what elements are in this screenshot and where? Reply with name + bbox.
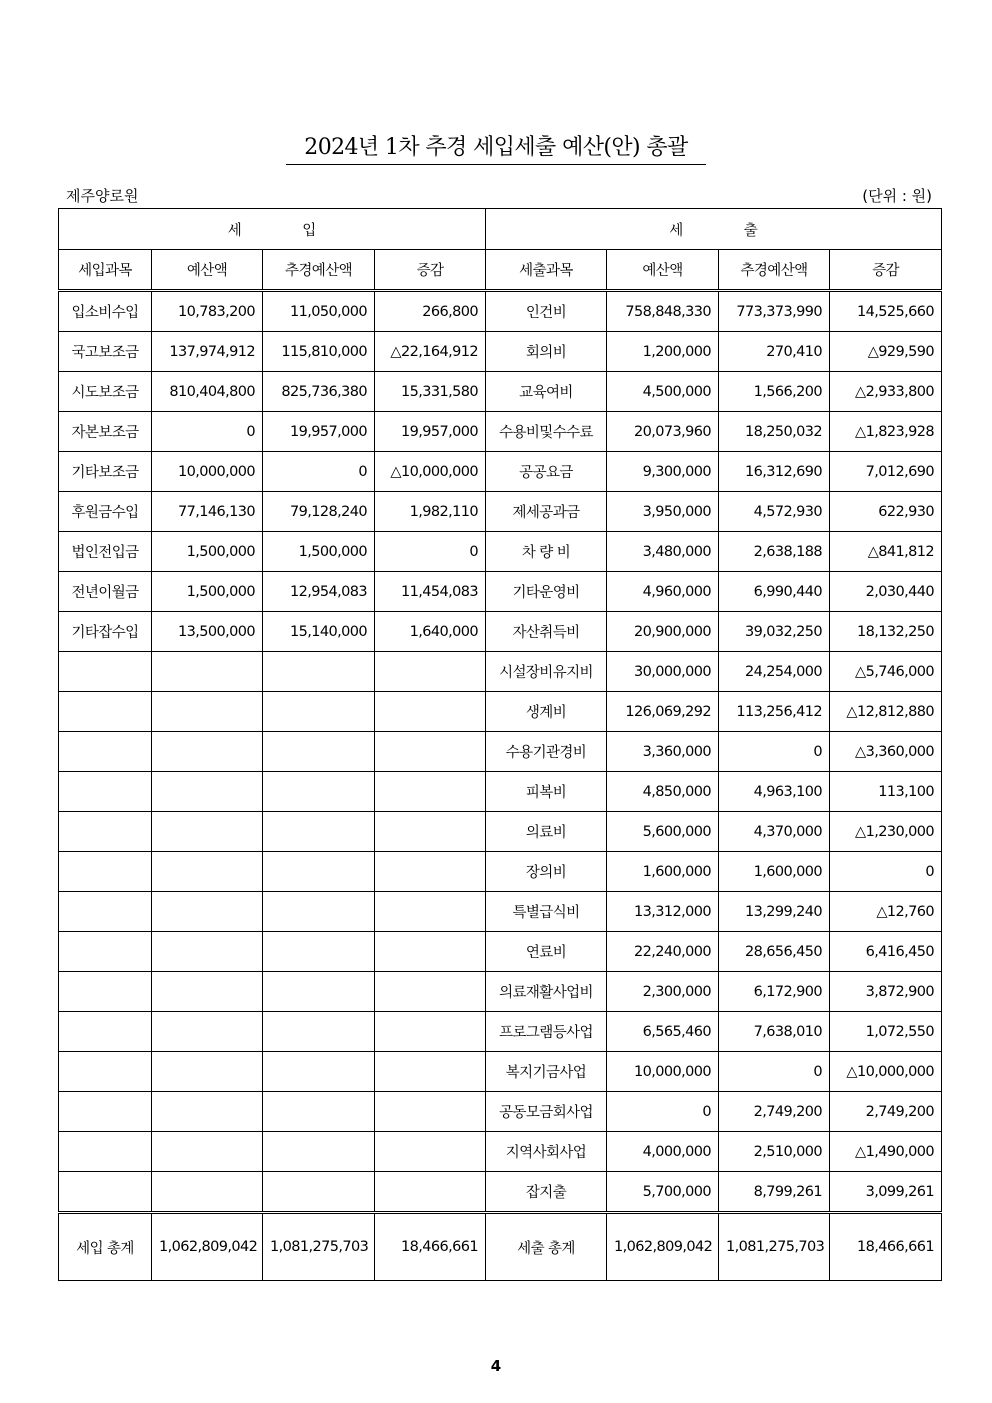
revenue-amount-cell	[375, 732, 486, 772]
expenditure-amount-cell: 18,132,250	[830, 612, 942, 652]
expenditure-amount-cell: 20,073,960	[607, 412, 719, 452]
expenditure-item-cell: 프로그램등사업	[486, 1012, 607, 1052]
revenue-item-cell: 자본보조금	[59, 412, 152, 452]
expenditure-item-cell: 복지기금사업	[486, 1052, 607, 1092]
budget-table-body	[59, 209, 942, 1281]
table-row	[59, 372, 942, 412]
revenue-amount-cell: 1,062,809,042	[152, 1213, 263, 1281]
revenue-item-cell: 입소비수입	[59, 291, 152, 332]
expenditure-amount-cell: 0	[719, 1052, 830, 1092]
expenditure-amount-cell: △1,230,000	[830, 812, 942, 852]
revenue-amount-cell: 1,500,000	[263, 532, 375, 572]
expenditure-amount-cell: 7,012,690	[830, 452, 942, 492]
revenue-amount-cell	[263, 1012, 375, 1052]
revenue-amount-cell	[263, 972, 375, 1012]
revenue-amount-cell	[375, 772, 486, 812]
expenditure-amount-cell: 24,254,000	[719, 652, 830, 692]
section-header-row	[59, 209, 942, 250]
expenditure-amount-cell: △10,000,000	[830, 1052, 942, 1092]
expenditure-amount-cell: 758,848,330	[607, 291, 719, 332]
expenditure-item-cell: 연료비	[486, 932, 607, 972]
revenue-amount-cell	[152, 892, 263, 932]
expenditure-amount-cell: 4,963,100	[719, 772, 830, 812]
expenditure-amount-cell: 2,030,440	[830, 572, 942, 612]
table-row	[59, 452, 942, 492]
revenue-section-label: 세 입	[227, 222, 345, 239]
expenditure-amount-cell: 5,600,000	[607, 812, 719, 852]
revenue-amount-cell: 825,736,380	[263, 372, 375, 412]
revenue-item-cell	[59, 1012, 152, 1052]
expenditure-amount-cell: 18,466,661	[830, 1213, 942, 1281]
expenditure-item-cell: 제세공과금	[486, 492, 607, 532]
expenditure-amount-cell: 30,000,000	[607, 652, 719, 692]
expenditure-amount-cell: 1,081,275,703	[719, 1213, 830, 1281]
revenue-item-cell: 법인전입금	[59, 532, 152, 572]
revenue-item-cell	[59, 1052, 152, 1092]
expenditure-amount-cell: △12,760	[830, 892, 942, 932]
revenue-amount-cell	[263, 652, 375, 692]
table-row	[59, 332, 942, 372]
revenue-amount-cell	[375, 852, 486, 892]
revenue-amount-cell	[263, 892, 375, 932]
table-row	[59, 492, 942, 532]
expenditure-amount-cell: 113,256,412	[719, 692, 830, 732]
expenditure-amount-cell: 113,100	[830, 772, 942, 812]
revenue-amount-cell	[375, 1092, 486, 1132]
column-header: 증감	[830, 250, 942, 291]
revenue-amount-cell	[263, 732, 375, 772]
revenue-item-cell: 전년이월금	[59, 572, 152, 612]
expenditure-amount-cell: 4,000,000	[607, 1132, 719, 1172]
revenue-item-cell	[59, 1092, 152, 1132]
expenditure-item-cell: 의료비	[486, 812, 607, 852]
expenditure-amount-cell: 2,300,000	[607, 972, 719, 1012]
expenditure-item-cell: 수용비및수수료	[486, 412, 607, 452]
revenue-item-cell: 기타보조금	[59, 452, 152, 492]
revenue-item-cell: 후원금수입	[59, 492, 152, 532]
revenue-item-cell: 시도보조금	[59, 372, 152, 412]
revenue-amount-cell	[152, 772, 263, 812]
revenue-item-cell	[59, 652, 152, 692]
revenue-amount-cell	[263, 852, 375, 892]
revenue-amount-cell: 11,454,083	[375, 572, 486, 612]
expenditure-item-cell: 기타운영비	[486, 572, 607, 612]
table-row	[59, 892, 942, 932]
revenue-item-cell	[59, 772, 152, 812]
column-header: 증감	[375, 250, 486, 291]
revenue-item-cell	[59, 812, 152, 852]
table-row	[59, 652, 942, 692]
expenditure-amount-cell: △841,812	[830, 532, 942, 572]
expenditure-amount-cell: 9,300,000	[607, 452, 719, 492]
organization-name: 제주양로원	[66, 187, 139, 205]
revenue-amount-cell	[152, 972, 263, 1012]
revenue-amount-cell: 79,128,240	[263, 492, 375, 532]
expenditure-section-label: 세 출	[669, 222, 786, 239]
expenditure-amount-cell: 1,600,000	[719, 852, 830, 892]
revenue-amount-cell: 18,466,661	[375, 1213, 486, 1281]
revenue-amount-cell: 0	[263, 452, 375, 492]
expenditure-item-cell: 공동모금회사업	[486, 1092, 607, 1132]
revenue-amount-cell: 1,500,000	[152, 532, 263, 572]
expenditure-item-cell: 교육여비	[486, 372, 607, 412]
expenditure-amount-cell: 6,565,460	[607, 1012, 719, 1052]
revenue-amount-cell	[375, 652, 486, 692]
expenditure-amount-cell: 8,799,261	[719, 1172, 830, 1213]
expenditure-amount-cell: 270,410	[719, 332, 830, 372]
total-row	[59, 1213, 942, 1281]
revenue-amount-cell: 12,954,083	[263, 572, 375, 612]
expenditure-item-cell: 자산취득비	[486, 612, 607, 652]
table-row	[59, 1172, 942, 1213]
expenditure-item-cell: 시설장비유지비	[486, 652, 607, 692]
expenditure-item-cell: 지역사회사업	[486, 1132, 607, 1172]
revenue-amount-cell	[152, 652, 263, 692]
revenue-item-cell	[59, 852, 152, 892]
expenditure-amount-cell: 7,638,010	[719, 1012, 830, 1052]
column-header: 세입과목	[59, 250, 152, 291]
expenditure-amount-cell: 4,850,000	[607, 772, 719, 812]
revenue-amount-cell: 10,000,000	[152, 452, 263, 492]
expenditure-amount-cell: △12,812,880	[830, 692, 942, 732]
revenue-item-cell	[59, 972, 152, 1012]
revenue-amount-cell	[152, 812, 263, 852]
table-row	[59, 932, 942, 972]
revenue-amount-cell: 13,500,000	[152, 612, 263, 652]
revenue-amount-cell	[263, 692, 375, 732]
expenditure-item-cell: 회의비	[486, 332, 607, 372]
expenditure-amount-cell: 2,638,188	[719, 532, 830, 572]
expenditure-item-cell: 특별급식비	[486, 892, 607, 932]
expenditure-amount-cell: 14,525,660	[830, 291, 942, 332]
revenue-amount-cell: 1,982,110	[375, 492, 486, 532]
revenue-amount-cell: 1,081,275,703	[263, 1213, 375, 1281]
revenue-item-cell	[59, 892, 152, 932]
expenditure-amount-cell: △929,590	[830, 332, 942, 372]
table-row	[59, 532, 942, 572]
table-row	[59, 1012, 942, 1052]
column-header: 추경예산액	[263, 250, 375, 291]
expenditure-amount-cell: △3,360,000	[830, 732, 942, 772]
expenditure-amount-cell: 1,072,550	[830, 1012, 942, 1052]
table-row	[59, 852, 942, 892]
expenditure-amount-cell: 1,062,809,042	[607, 1213, 719, 1281]
revenue-amount-cell: 10,783,200	[152, 291, 263, 332]
expenditure-amount-cell: 28,656,450	[719, 932, 830, 972]
expenditure-amount-cell: 2,749,200	[719, 1092, 830, 1132]
revenue-amount-cell	[375, 812, 486, 852]
revenue-amount-cell: △22,164,912	[375, 332, 486, 372]
column-header: 예산액	[607, 250, 719, 291]
expenditure-amount-cell: 6,172,900	[719, 972, 830, 1012]
revenue-item-cell: 기타잡수입	[59, 612, 152, 652]
expenditure-amount-cell: 4,960,000	[607, 572, 719, 612]
table-row	[59, 812, 942, 852]
revenue-amount-cell	[263, 1052, 375, 1092]
revenue-amount-cell	[375, 892, 486, 932]
table-row	[59, 772, 942, 812]
expenditure-amount-cell: 3,360,000	[607, 732, 719, 772]
revenue-item-cell: 국고보조금	[59, 332, 152, 372]
revenue-amount-cell: △10,000,000	[375, 452, 486, 492]
expenditure-amount-cell: 20,900,000	[607, 612, 719, 652]
expenditure-amount-cell: 22,240,000	[607, 932, 719, 972]
revenue-item-cell	[59, 732, 152, 772]
expenditure-amount-cell: 3,099,261	[830, 1172, 942, 1213]
revenue-amount-cell	[152, 1052, 263, 1092]
table-row	[59, 572, 942, 612]
revenue-amount-cell: 0	[375, 532, 486, 572]
revenue-amount-cell	[375, 692, 486, 732]
page-title: 2024년 1차 추경 세입세출 예산(안) 총괄	[286, 130, 705, 165]
expenditure-amount-cell: △1,823,928	[830, 412, 942, 452]
expenditure-amount-cell: 4,500,000	[607, 372, 719, 412]
expenditure-amount-cell: 1,566,200	[719, 372, 830, 412]
expenditure-amount-cell: 13,312,000	[607, 892, 719, 932]
expenditure-item-cell: 잡지출	[486, 1172, 607, 1213]
revenue-amount-cell: 1,640,000	[375, 612, 486, 652]
expenditure-amount-cell: 2,510,000	[719, 1132, 830, 1172]
revenue-amount-cell: 1,500,000	[152, 572, 263, 612]
revenue-amount-cell: 810,404,800	[152, 372, 263, 412]
expenditure-item-cell: 피복비	[486, 772, 607, 812]
revenue-amount-cell	[152, 852, 263, 892]
page-number: 4	[490, 1357, 502, 1375]
expenditure-amount-cell: △5,746,000	[830, 652, 942, 692]
revenue-amount-cell	[375, 1052, 486, 1092]
revenue-amount-cell	[152, 1132, 263, 1172]
revenue-amount-cell	[263, 812, 375, 852]
revenue-amount-cell: 19,957,000	[263, 412, 375, 452]
expenditure-item-cell: 수용기관경비	[486, 732, 607, 772]
expenditure-amount-cell: 4,370,000	[719, 812, 830, 852]
expenditure-amount-cell: △2,933,800	[830, 372, 942, 412]
expenditure-item-cell: 차 량 비	[486, 532, 607, 572]
expenditure-item-cell: 공공요금	[486, 452, 607, 492]
revenue-amount-cell	[152, 932, 263, 972]
revenue-item-cell	[59, 1172, 152, 1213]
table-row	[59, 1052, 942, 1092]
revenue-amount-cell	[375, 1132, 486, 1172]
revenue-item-cell	[59, 932, 152, 972]
revenue-amount-cell	[263, 1172, 375, 1213]
expenditure-amount-cell: 6,990,440	[719, 572, 830, 612]
expenditure-amount-cell: 18,250,032	[719, 412, 830, 452]
revenue-amount-cell	[375, 1012, 486, 1052]
expenditure-amount-cell: 126,069,292	[607, 692, 719, 732]
revenue-amount-cell	[375, 932, 486, 972]
expenditure-item-cell: 인건비	[486, 291, 607, 332]
expenditure-amount-cell: 1,600,000	[607, 852, 719, 892]
unit-label: (단위 : 원)	[862, 187, 932, 205]
expenditure-amount-cell: 0	[719, 732, 830, 772]
column-header: 세출과목	[486, 250, 607, 291]
table-row	[59, 1132, 942, 1172]
expenditure-amount-cell: 6,416,450	[830, 932, 942, 972]
expenditure-amount-cell: 773,373,990	[719, 291, 830, 332]
expenditure-amount-cell: 13,299,240	[719, 892, 830, 932]
revenue-amount-cell: 15,331,580	[375, 372, 486, 412]
revenue-amount-cell	[152, 732, 263, 772]
table-row	[59, 1092, 942, 1132]
expenditure-amount-cell: 3,872,900	[830, 972, 942, 1012]
revenue-amount-cell: 115,810,000	[263, 332, 375, 372]
expenditure-amount-cell: 5,700,000	[607, 1172, 719, 1213]
table-row	[59, 732, 942, 772]
revenue-amount-cell	[152, 1012, 263, 1052]
revenue-amount-cell	[152, 1172, 263, 1213]
expenditure-amount-cell: 622,930	[830, 492, 942, 532]
expenditure-item-cell: 세출 총계	[486, 1213, 607, 1281]
expenditure-amount-cell: △1,490,000	[830, 1132, 942, 1172]
revenue-item-cell: 세입 총계	[59, 1213, 152, 1281]
revenue-item-cell	[59, 1132, 152, 1172]
revenue-amount-cell	[263, 1132, 375, 1172]
title-wrapper	[0, 130, 992, 165]
revenue-amount-cell	[375, 1172, 486, 1213]
expenditure-amount-cell: 2,749,200	[830, 1092, 942, 1132]
column-header-row	[59, 250, 942, 291]
expenditure-amount-cell: 4,572,930	[719, 492, 830, 532]
revenue-amount-cell: 137,974,912	[152, 332, 263, 372]
revenue-amount-cell: 15,140,000	[263, 612, 375, 652]
expenditure-amount-cell: 39,032,250	[719, 612, 830, 652]
table-row	[59, 692, 942, 732]
revenue-amount-cell: 266,800	[375, 291, 486, 332]
revenue-amount-cell	[263, 1092, 375, 1132]
revenue-amount-cell	[263, 932, 375, 972]
expenditure-section-header	[486, 209, 942, 250]
expenditure-amount-cell: 3,950,000	[607, 492, 719, 532]
column-header: 예산액	[152, 250, 263, 291]
expenditure-amount-cell: 1,200,000	[607, 332, 719, 372]
expenditure-amount-cell: 0	[830, 852, 942, 892]
table-row	[59, 612, 942, 652]
revenue-amount-cell	[152, 1092, 263, 1132]
revenue-amount-cell: 77,146,130	[152, 492, 263, 532]
column-header: 추경예산액	[719, 250, 830, 291]
expenditure-amount-cell: 16,312,690	[719, 452, 830, 492]
revenue-item-cell	[59, 692, 152, 732]
expenditure-item-cell: 장의비	[486, 852, 607, 892]
revenue-amount-cell: 19,957,000	[375, 412, 486, 452]
revenue-amount-cell	[263, 772, 375, 812]
expenditure-amount-cell: 3,480,000	[607, 532, 719, 572]
revenue-amount-cell: 11,050,000	[263, 291, 375, 332]
table-row	[59, 412, 942, 452]
revenue-section-header	[59, 209, 486, 250]
budget-table	[58, 208, 942, 1281]
revenue-amount-cell	[152, 692, 263, 732]
expenditure-item-cell: 생계비	[486, 692, 607, 732]
revenue-amount-cell: 0	[152, 412, 263, 452]
expenditure-amount-cell: 0	[607, 1092, 719, 1132]
revenue-amount-cell	[375, 972, 486, 1012]
table-row	[59, 972, 942, 1012]
table-row	[59, 291, 942, 332]
expenditure-amount-cell: 10,000,000	[607, 1052, 719, 1092]
expenditure-item-cell: 의료재활사업비	[486, 972, 607, 1012]
